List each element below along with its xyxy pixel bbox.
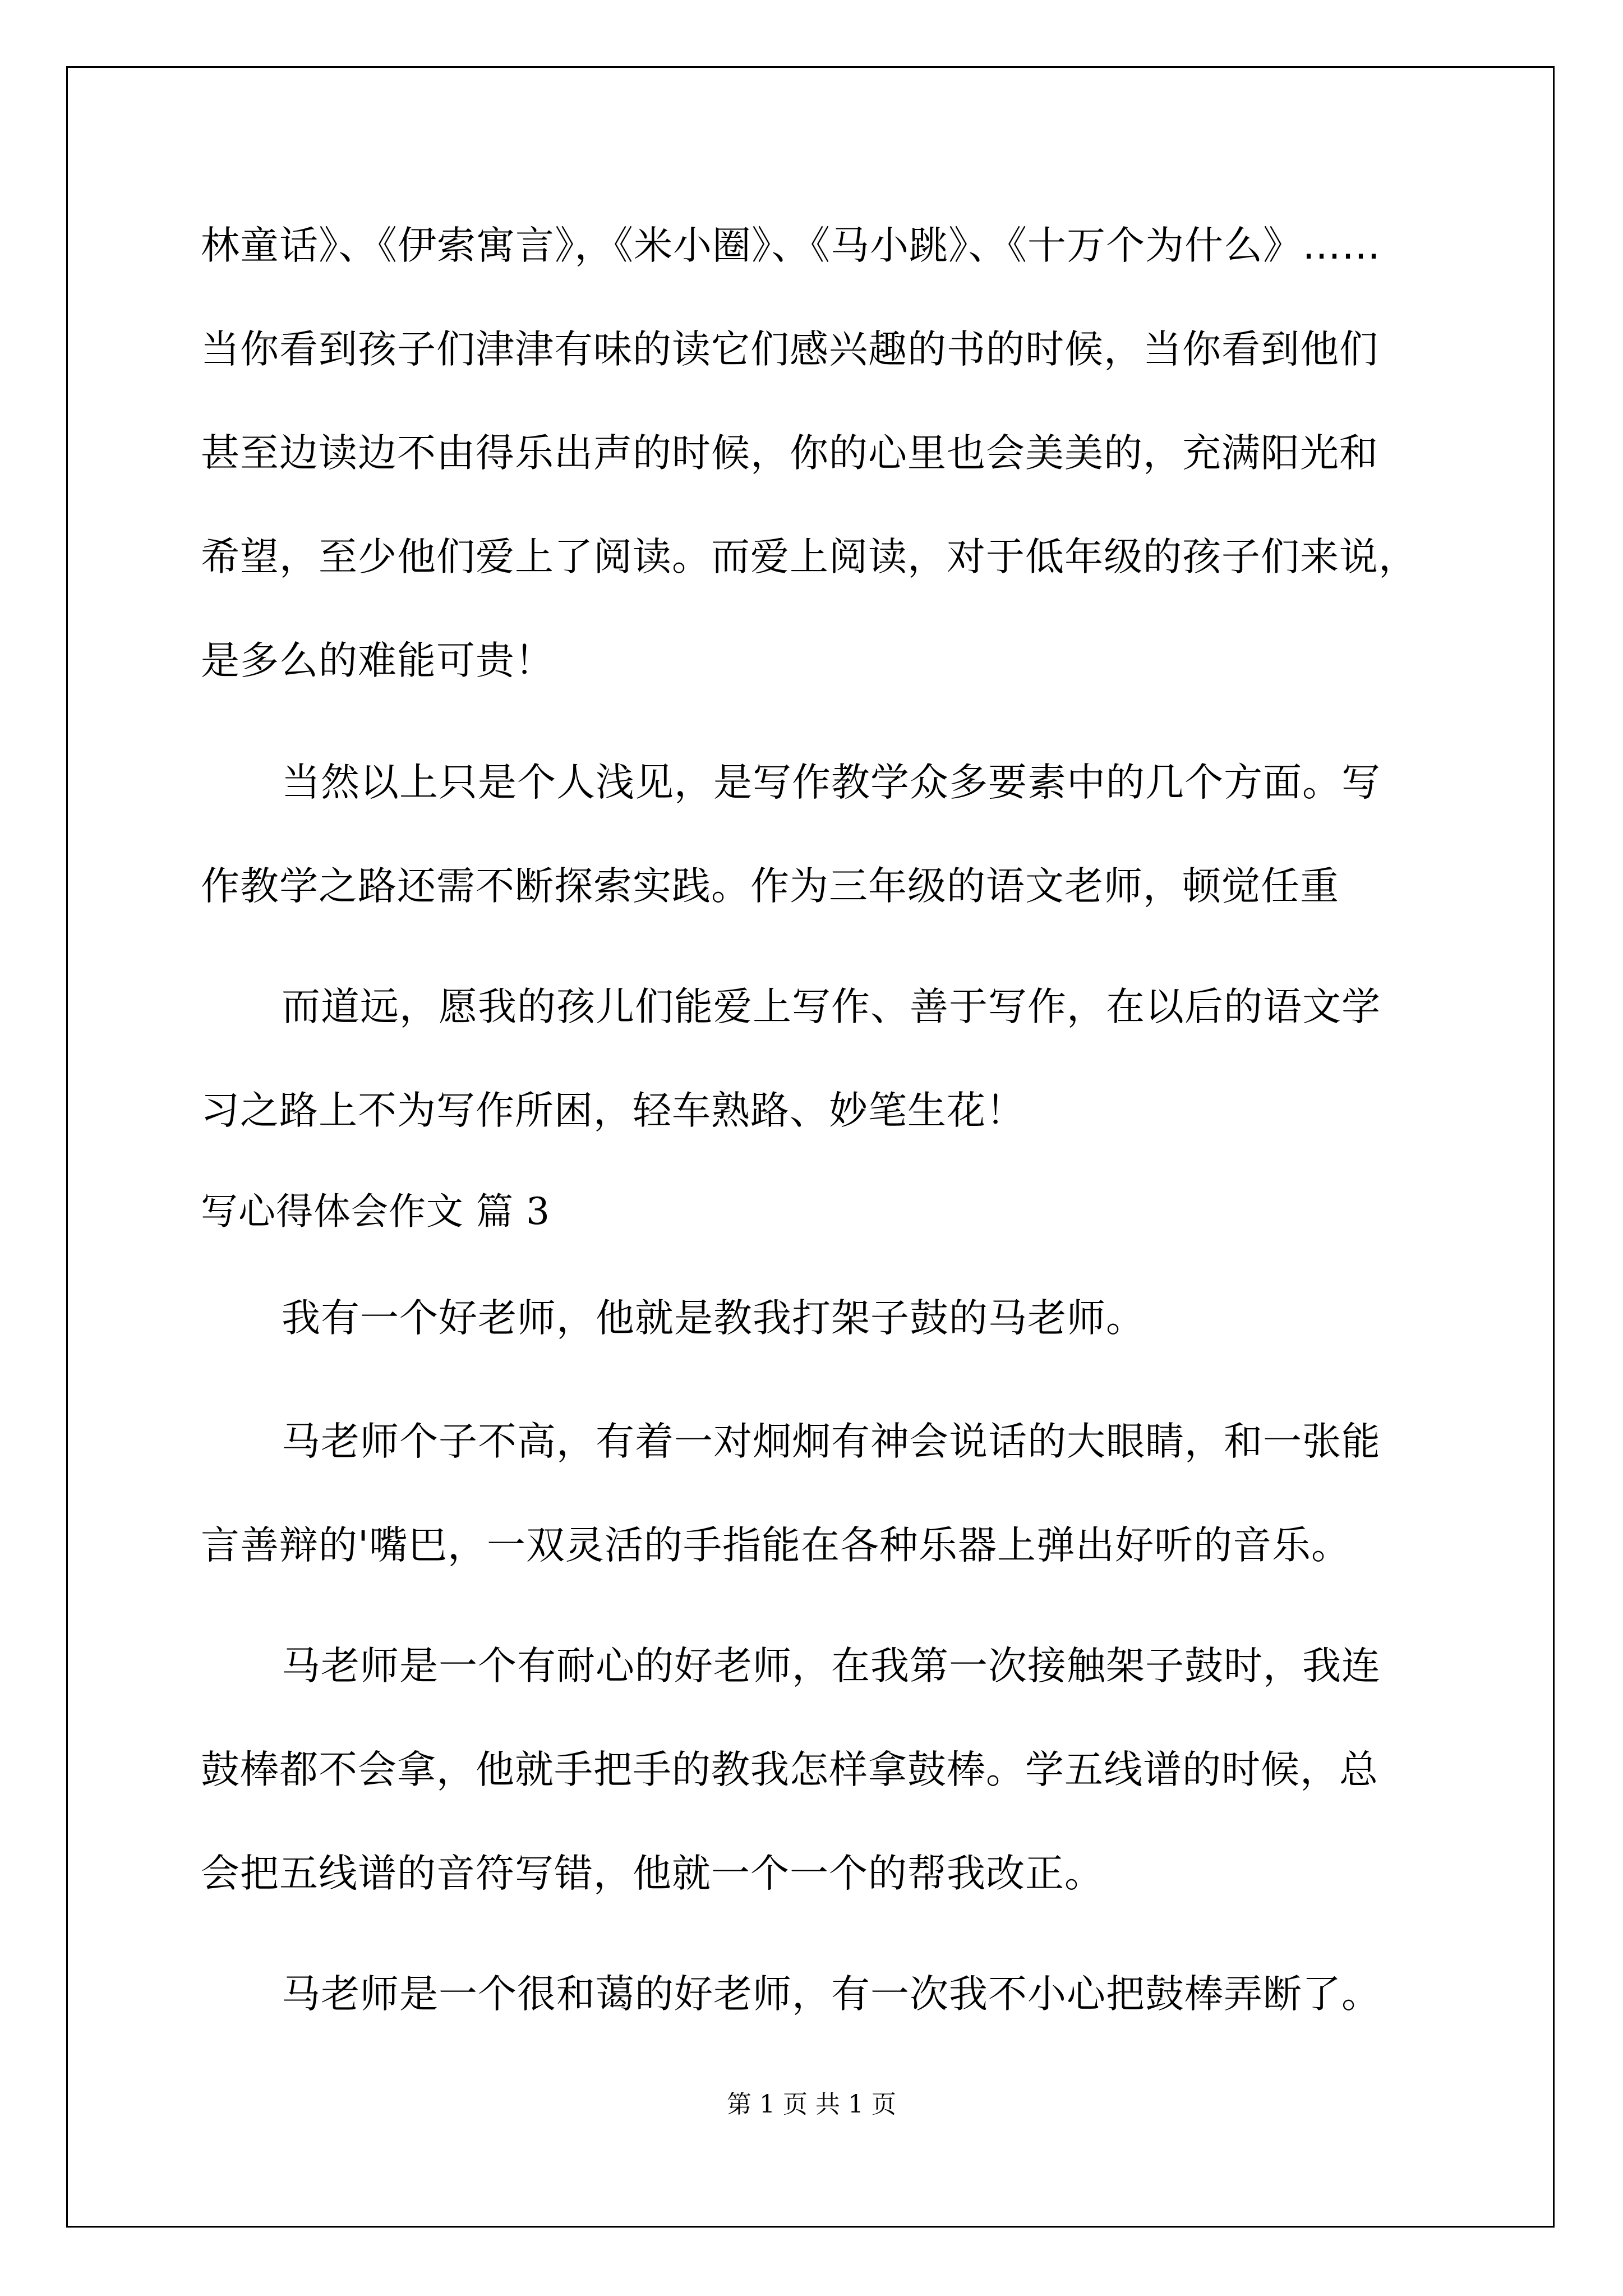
text-line: 希望，至少他们爱上了阅读。而爱上阅读，对于低年级的孩子们来说， — [201, 535, 1418, 579]
text-line: 习之路上不为写作所困，轻车熟路、妙笔生花！ — [201, 1088, 1025, 1133]
text-line: 林童话》、《伊索寓言》，《米小圈》、《马小跳》、《十万个为什么》…… — [201, 223, 1381, 268]
text-line: 甚至边读边不由得乐出声的时候，你的心里也会美美的，充满阳光和 — [201, 431, 1378, 476]
paragraph-start-line: 而道远，愿我的孩儿们能爱上写作、善于写作，在以后的语文学 — [282, 984, 1381, 1029]
paragraph-start-line: 马老师个子不高，有着一对炯炯有神会说话的大眼睛，和一张能 — [282, 1419, 1381, 1464]
paragraph-start-line: 我有一个好老师，他就是教我打架子鼓的马老师。 — [282, 1296, 1145, 1341]
text-line: 会把五线谱的音符写错，他就一个一个的帮我改正。 — [201, 1851, 1104, 1896]
text-line: 当你看到孩子们津津有味的读它们感兴趣的书的时候，当你看到他们 — [201, 327, 1378, 372]
paragraph-start-line: 马老师是一个很和蔼的好老师，有一次我不小心把鼓棒弄断了。 — [282, 1972, 1381, 2017]
page-border — [66, 66, 1555, 2228]
page-footer: 第 1 页 共 1 页 — [727, 2090, 896, 2119]
text-line: 鼓棒都不会拿，他就手把手的教我怎样拿鼓棒。学五线谱的时候，总 — [201, 1747, 1378, 1792]
paragraph-start-line: 当然以上只是个人浅见，是写作教学众多要素中的几个方面。写 — [282, 760, 1381, 805]
paragraph-start-line: 马老师是一个有耐心的好老师，在我第一次接触架子鼓时，我连 — [282, 1644, 1381, 1688]
text-line: 言善辩的'嘴巴，一双灵活的手指能在各种乐器上弹出好听的音乐。 — [201, 1523, 1350, 1568]
section-heading: 写心得体会作文 篇 3 — [201, 1190, 550, 1233]
text-line: 作教学之路还需不断探索实践。作为三年级的语文老师，顿觉任重 — [201, 864, 1339, 909]
text-line: 是多么的难能可贵！ — [201, 638, 554, 683]
